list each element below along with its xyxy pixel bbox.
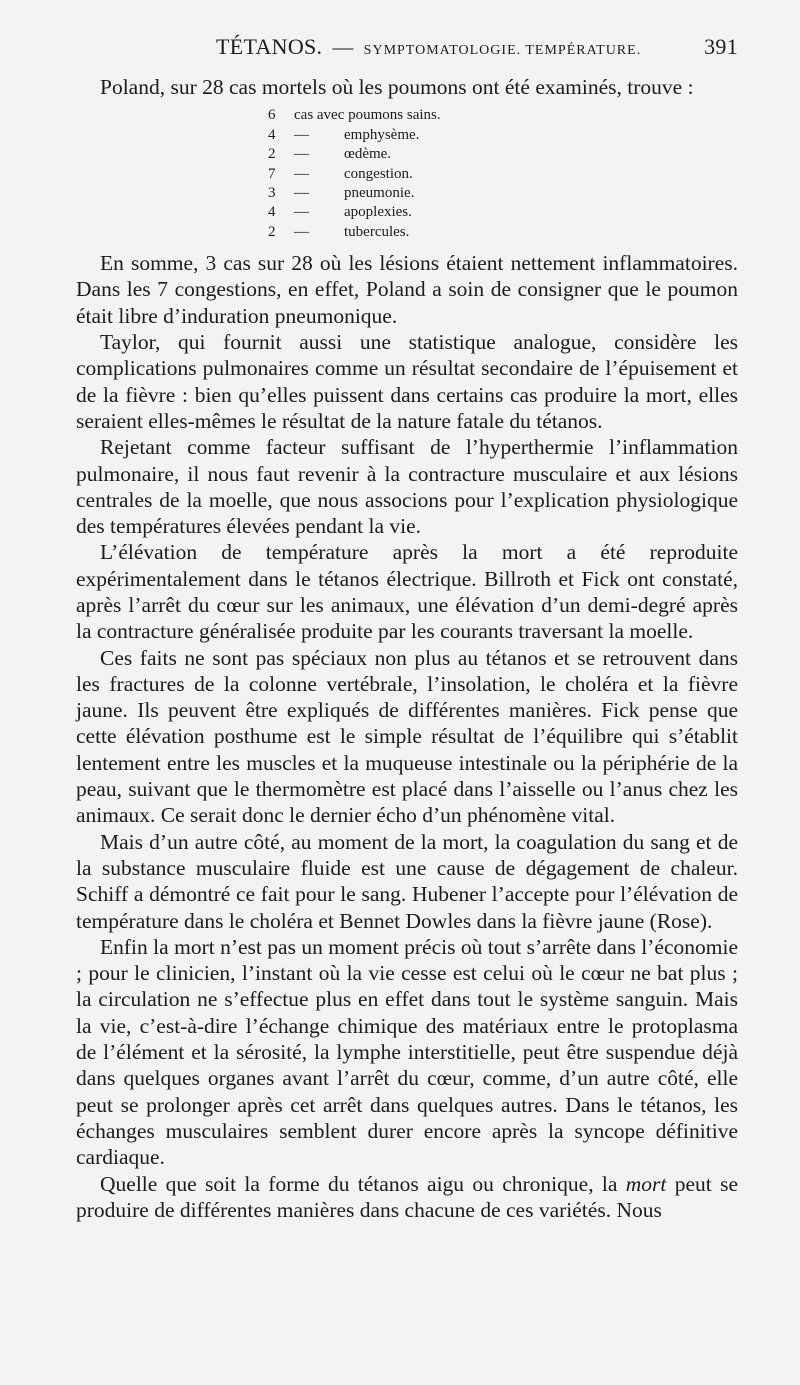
final-paragraph (76, 1171, 738, 1224)
stat-count: 3 (268, 184, 276, 201)
statistics-lead-row (268, 106, 738, 125)
stat-label: tubercules. (344, 223, 410, 240)
stat-label: pneumonie. (344, 184, 415, 201)
stat-count: 6 (268, 107, 276, 124)
body-paragraph: Enfin la mort n’est pas un moment précis où tout s’arrête dans l’économie ; pour le clinicien, l’instant où la vie cesse est celui où le cœur ne bat plus ; la circulation ne s’effectue plus en effet dans tout le système sanguin. Mais la vie, c’est-à-dire l’échange chimique des matériaux entre le protoplasma de l’élément et la sérosité, la lymphe interstitielle, peut être suspendue déjà dans quelques organes avant l’arrêt du cœur, comme, d’un autre côté, elle peut se prolonger après cet arrêt dans quelques autres. Dans le tétanos, les échanges musculaires semblent durer encore après la syncope définitive cardiaque. (76, 934, 738, 1170)
body-paragraph: Mais d’un autre côté, au moment de la mort, la coagulation du sang et de la substance musculaire fluide est une cause de dégagement de chaleur. Schiff a démontré ce fait pour le sang. Hubener l’accepte pour l’élévation de température dans le choléra et Bennet Dowles dans la fièvre jaune (Rose). (76, 829, 738, 933)
stat-count: 7 (268, 165, 276, 182)
running-head-title: TÉTANOS. (216, 34, 323, 59)
stat-dash: — (294, 146, 309, 163)
body-paragraph: Taylor, qui fournit aussi une statistique analogue, considère les complications pulmonaires comme un résultat secondaire de l’épuisement et de la fièvre : bien qu’elles puissent dans certains cas produire la mort, elles seraient elles-mêmes le résultat de la nature fatale du tétanos. (76, 330, 738, 433)
stat-label: œdème. (344, 146, 392, 163)
statistics-row (268, 145, 738, 164)
body-paragraph: En somme, 3 cas sur 28 où les lésions étaient nettement inflammatoires. Dans les 7 congestions, en effet, Poland a soin de consigner que le poumon était libre d’induration pneumonique. (76, 251, 738, 328)
stat-label: emphysème. (344, 126, 420, 143)
body-paragraph: L’élévation de température après la mort a été reproduite expérimentalement dans le tétanos électrique. Billroth et Fick ont constaté, après l’arrêt du cœur sur les animaux, une élévation d’un demi-degré après la contracture généralisée produite par les courants traversant la moelle. (76, 540, 738, 644)
statistics-list (268, 106, 738, 242)
statistics-row (268, 126, 738, 145)
stat-count: 4 (268, 204, 276, 221)
running-head-dash: — (332, 35, 354, 59)
final-text-start: Quelle que soit la forme du tétanos aigu ou chronique, la (100, 1171, 626, 1196)
stat-dash: — (294, 204, 309, 221)
stat-count: 4 (268, 126, 276, 143)
stat-dash: — (294, 223, 309, 240)
statistics-row (268, 223, 738, 242)
stat-dash: — (294, 126, 309, 143)
final-text-end: peut se produire de différentes manières dans chacune de ces variétés. Nous (76, 1171, 738, 1222)
statistics-row (268, 165, 738, 184)
statistics-row (268, 203, 738, 222)
page-number: 391 (704, 34, 738, 59)
body-paragraph: Rejetant comme facteur suffisant de l’hyperthermie l’inflammation pulmonaire, il nous faut revenir à la contracture musculaire et aux lésions centrales de la moelle, que nous associons pour l’explication physiologique des températures élevées pendant la vie. (76, 435, 738, 539)
intro-paragraph: Poland, sur 28 cas mortels où les poumons ont été examinés, trouve : (100, 75, 694, 99)
stat-label: apoplexies. (344, 204, 412, 221)
running-head (76, 34, 738, 74)
running-head-subtitle: SYMPTOMATOLOGIE. TEMPÉRATURE. (363, 43, 642, 58)
stat-label: congestion. (344, 165, 413, 182)
stat-dash: — (294, 184, 309, 201)
stat-dash: — (294, 165, 309, 182)
stat-count: 2 (268, 146, 276, 163)
statistics-row (268, 184, 738, 203)
stat-lead-text: cas avec poumons sains. (294, 107, 441, 124)
body-paragraph: Ces faits ne sont pas spéciaux non plus au tétanos et se retrouvent dans les fractures de la colonne vertébrale, l’insolation, le choléra et la fièvre jaune. Ils peuvent être expliqués de différentes manières. Fick pense que cette élévation posthume est le simple résultat de l’équilibre qui s’établit lentement entre les muscles et la muqueuse intestinale ou la périphérie de la peau, suivant que le thermomètre est placé dans l’aisselle ou l’anus chez les animaux. Ce serait donc le dernier écho d’un phénomène vital. (76, 645, 738, 828)
stat-count: 2 (268, 223, 276, 240)
emphasis-mort: mort (625, 1171, 667, 1196)
